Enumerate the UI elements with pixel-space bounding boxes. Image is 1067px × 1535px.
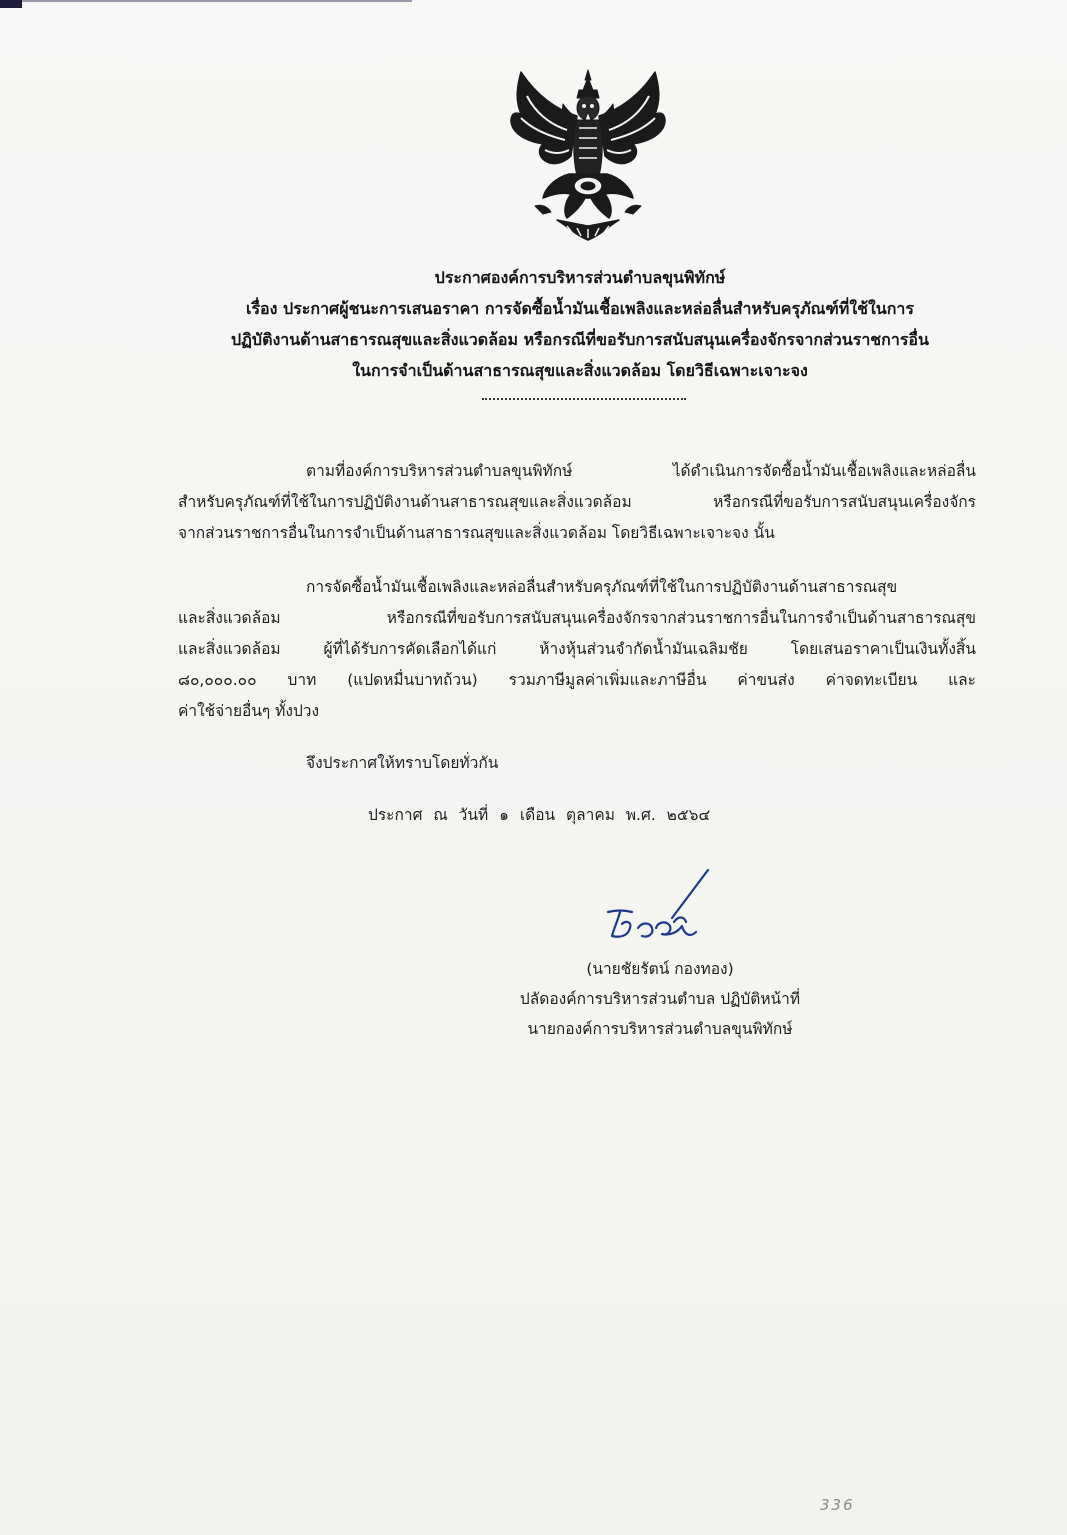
signatory-block: [440, 954, 880, 1044]
body-paragraph-2: [178, 572, 976, 727]
closing-statement: จึงประกาศให้ทราบโดยทั่วกัน: [306, 754, 499, 772]
paragraph-line: สำหรับครุภัณฑ์ที่ใช้ในการปฏิบัติงานด้านสาธารณสุขและสิ่งแวดล้อม หรือกรณีที่ขอรับการสนับสนุนเครื่องจักร: [178, 493, 976, 511]
paragraph-line: ค่าใช้จ่ายอื่นๆ ทั้งปวง: [178, 702, 320, 720]
announcement-title: [150, 262, 1010, 386]
announcement-date: ประกาศ ณ วันที่ ๑ เดือน ตุลาคม พ.ศ. ๒๕๖๔: [368, 806, 711, 824]
handwritten-page-number: 336: [820, 1496, 855, 1514]
title-subject-line: ปฏิบัติงานด้านสาธารณสุขและสิ่งแวดล้อม หรือกรณีที่ขอรับการสนับสนุนเครื่องจักรจากส่วนราชการอื่น: [231, 330, 929, 349]
paragraph-line: และสิ่งแวดล้อม หรือกรณีที่ขอรับการสนับสนุนเครื่องจักรจากส่วนราชการอื่นในการจำเป็นด้านสาธารณสุข: [178, 609, 976, 627]
scan-corner-mark: [0, 0, 22, 8]
scan-top-edge: [22, 0, 412, 2]
title-subject-line: เรื่อง ประกาศผู้ชนะการเสนอราคา การจัดซื้อน้ำมันเชื้อเพลิงและหล่อลื่นสำหรับครุภัณฑ์ที่ใช้ในการ: [245, 299, 914, 318]
handwritten-signature: [600, 866, 720, 952]
paragraph-line: ตามที่องค์การบริหารส่วนตำบลขุนพิทักษ์ ได้ดำเนินการจัดซื้อน้ำมันเชื้อเพลิงและหล่อลื่น: [306, 462, 976, 480]
paragraph-line: และสิ่งแวดล้อม ผู้ที่ได้รับการคัดเลือกได้แก่ ห้างหุ้นส่วนจำกัดน้ำมันเฉลิมชัย โดยเสนอราคาเป็นเงินทั้งสิ้น: [178, 640, 976, 658]
title-line: ประกาศองค์การบริหารส่วนตำบลขุนพิทักษ์: [434, 268, 726, 287]
signatory-name: (นายชัยรัตน์ กองทอง): [586, 960, 734, 978]
garuda-emblem-icon: [507, 66, 669, 244]
body-paragraph-1: [178, 456, 976, 549]
paragraph-line: การจัดซื้อน้ำมันเชื้อเพลิงและหล่อลื่นสำหรับครุภัณฑ์ที่ใช้ในการปฏิบัติงานด้านสาธารณสุข: [306, 578, 898, 596]
dotted-divider: [482, 398, 686, 400]
paragraph-line: จากส่วนราชการอื่นในการจำเป็นด้านสาธารณสุขและสิ่งแวดล้อม โดยวิธีเฉพาะเจาะจง นั้น: [178, 524, 775, 542]
paragraph-line: ๘๐,๐๐๐.๐๐ บาท (แปดหมื่นบาทถ้วน) รวมภาษีมูลค่าเพิ่มและภาษีอื่น ค่าขนส่ง ค่าจดทะเบียน และ: [178, 671, 976, 689]
signatory-position: นายกองค์การบริหารส่วนตำบลขุนพิทักษ์: [527, 1020, 793, 1038]
signatory-position: ปลัดองค์การบริหารส่วนตำบล ปฏิบัติหน้าที่: [519, 990, 801, 1008]
title-subject-line: ในการจำเป็นด้านสาธารณสุขและสิ่งแวดล้อม โดยวิธีเฉพาะเจาะจง: [352, 361, 808, 380]
